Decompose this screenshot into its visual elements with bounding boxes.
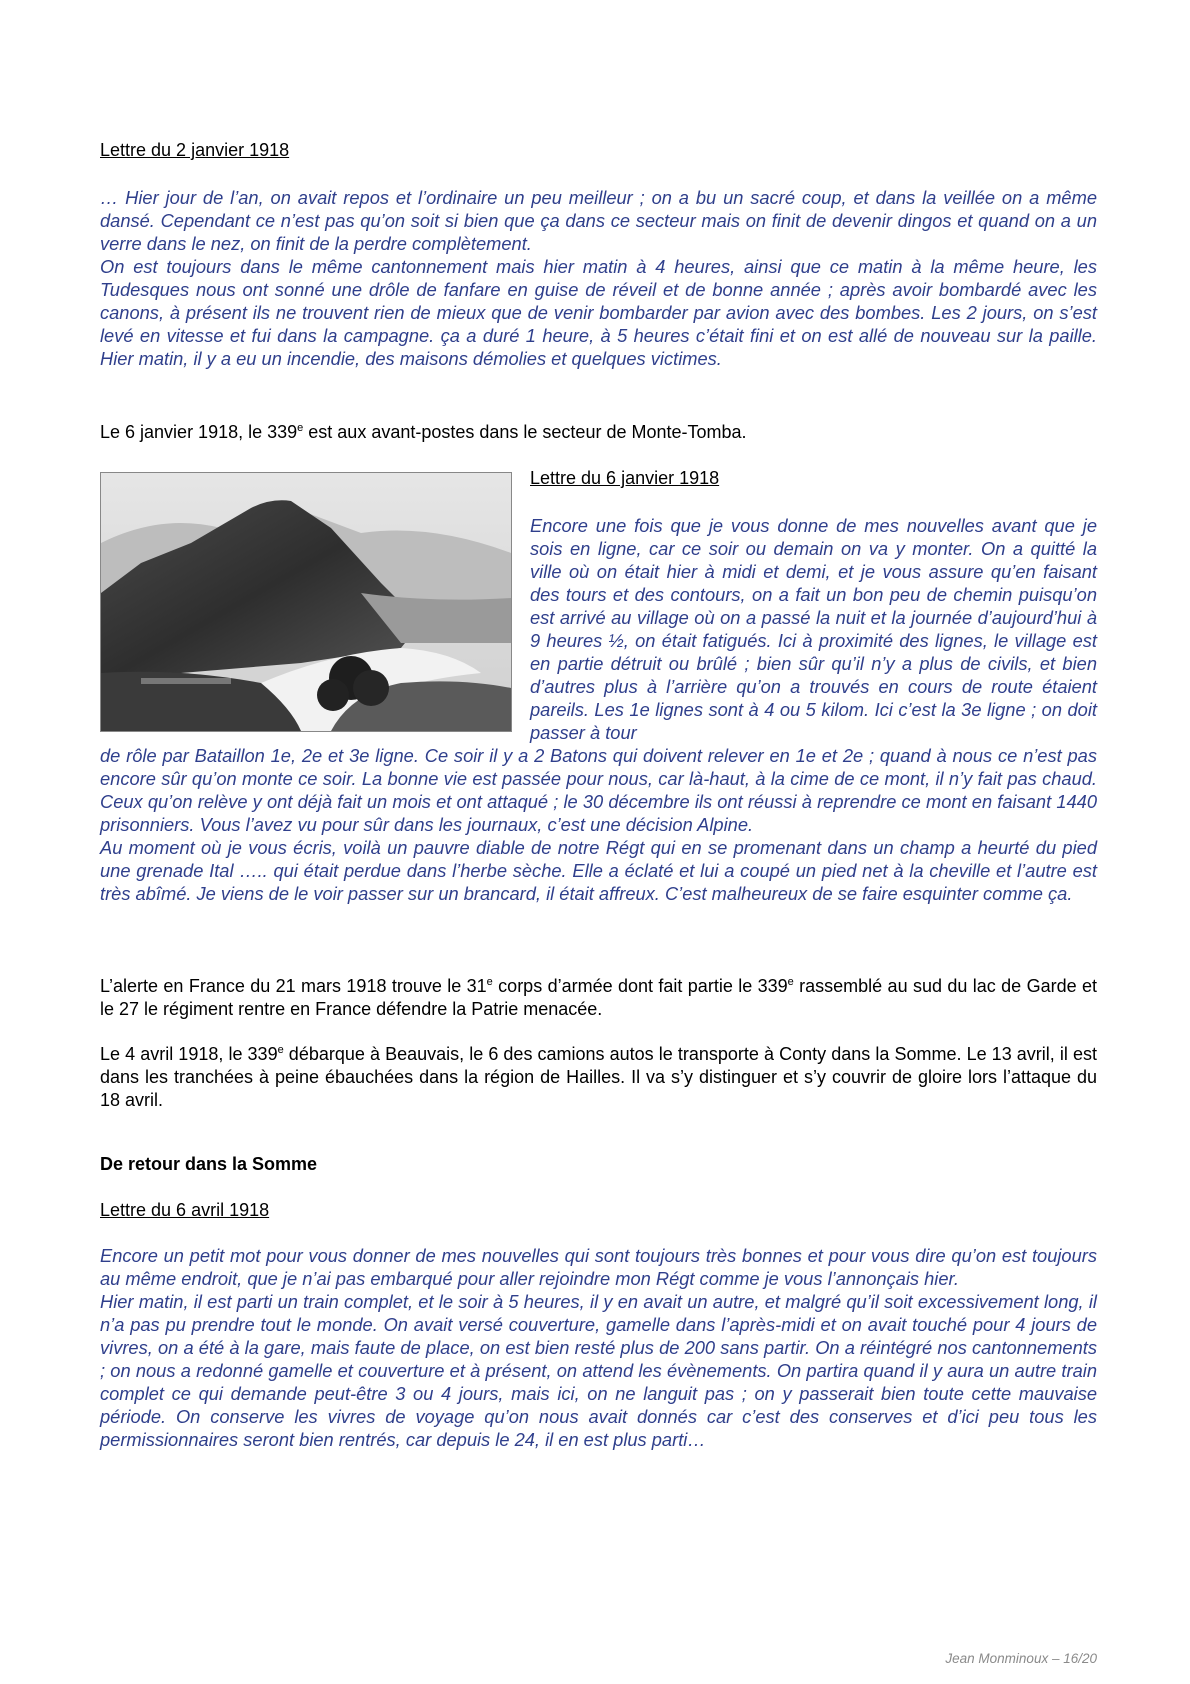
page-footer: Jean Monminoux – 16/20 — [945, 1651, 1097, 1666]
section-title: De retour dans la Somme — [100, 1154, 318, 1174]
narration-text: est aux avant-postes dans le secteur de Monte-Tomba. — [303, 422, 747, 442]
letter-paragraph: On est toujours dans le même cantonnement mais hier matin à 4 heures, ainsi que ce matin à la même heure, les Tudesques nous ont sonné une drôle de fanfare en guise de réveil et de bonne année ; après avoir bombardé avec les canons, à présent ils ne trouvent rien de mieux que de venir bombarder par avion avec des bombes. Les 2 jours, on s’est levé en vitesse et fui dans la campagne. ça a duré 1 heure, à 5 heures c’était fini et on est allé de nouveau sur la paille. Hier matin, il y a eu un incendie, des maisons démolies et quelques victimes. — [100, 256, 1097, 369]
letter-paragraph: Hier matin, il est parti un train complet, et le soir à 5 heures, il y en avait un autre, et malgré qu’il soit excessivement long, il n’a pas pu prendre tout le monde. On avait versé couverture, gamelle dans l’après-midi et on avait touché pour 4 jours de vivres, on a été à la gare, mais faute de place, on est bien resté plus de 200 sans partir. On a réintégré nos cantonnements ; on nous a redonné gamelle et couverture et à présent, on attend les évènements. On partira quand il y aura un autre train complet ce qui demande peut-être 3 ou 4 jours, mais ici, on ne languit pas ; on y passerait bien toute cette mauvaise période. On conserve les vivres de voyage qu’on nous avait donnés car c’est des conserves et d’ici peu tous les permissionnaires seront bien rentrés, car depuis le 24, il en est plus parti… — [100, 1291, 1097, 1450]
superscript: e — [297, 422, 304, 434]
letter-heading-6-avril: Lettre du 6 avril 1918 — [100, 1200, 270, 1220]
narration-text: corps d’armée dont fait partie le 339 — [492, 976, 788, 996]
narration-text: débarque à Beauvais, le 6 des camions autos le transporte à Conty dans la Somme. Le 13 avril, il est dans les tranchées à peine ébauchées dans la région de Hailles. Il va s’y distinguer et s’y couvrir de gloire lors l’attaque du 18 avril. — [100, 1044, 1097, 1110]
letter-paragraph: de rôle par Bataillon 1e, 2e et 3e ligne. Ce soir il y a 2 Batons qui doivent relever en 1e et 2e ; quand à nous ce n’est pas encore sûr qu’on monte ce soir. La bonne vie est passée pour nous, car là-haut, à la cime de ce mont, il n’y fait pas chaud. Ceux qu’on relève y ont déjà fait un mois et ont attaqué ; le 30 décembre ils ont réussi à reprendre ce mont en faisant 1440 prisonniers. Vous l’avez vu pour sûr dans les journaux, c’est une décision Alpine. — [100, 745, 1097, 835]
narration-text: L’alerte en France du 21 mars 1918 trouve le 31 — [100, 976, 487, 996]
narration-text: Le 6 janvier 1918, le 339 — [100, 422, 298, 442]
letter-paragraph: … Hier jour de l’an, on avait repos et l’ordinaire un peu meilleur ; on a bu un sacré coup, et dans la veillée on a même dansé. Cependant ce n’est pas qu’on soit si bien que ça dans ce secteur mais on finit de devenir dingos et quand on a un verre dans le nez, on finit de la perdre complètement. — [100, 187, 1097, 254]
narration-monte-tomba — [100, 421, 1097, 444]
letter-heading-2-janvier: Lettre du 2 janvier 1918 — [100, 140, 290, 160]
letter-paragraph: Encore un petit mot pour vous donner de mes nouvelles qui sont toujours très bonnes et pour vous dire qu’on est toujours au même endroit, que je n’ai pas embarqué pour aller rejoindre mon Régt comme je vous l’annonçais hier. — [100, 1245, 1097, 1289]
superscript: e — [787, 976, 794, 988]
letter-body-6-janvier — [100, 744, 1097, 905]
letter-paragraph: Encore une fois que je vous donne de mes nouvelles avant que je sois en ligne, car ce soir ou demain on va y monter. On a quitté la ville où on était hier à midi et demi, et je vous assure qu’en faisant des tours et des contours, on a fait un bon peu de chemin puisqu’on est arrivé au village où on a passé la nuit et la journée d’aujourd’hui à 9 heures ½, on était fatigués. Ici à proximité des lignes, le village est en partie détruit ou brûlé ; bien sûr qu’il n’y a plus de civils, et bien d’autres plus à l’arrière qu’on a trouvés en cours de route étaient pareils. Les 1e lignes sont à 4 ou 5 kilom. Ici c’est la 3e ligne ; on doit passer à tour — [530, 515, 1097, 743]
narration-text: Le 4 avril 1918, le 339 — [100, 1044, 278, 1064]
narration-beauvais — [100, 1043, 1097, 1112]
letter-paragraph: Au moment où je vous écris, voilà un pauvre diable de notre Régt qui en se promenant dans un champ a heurté du pied une grenade Ital ….. qui était perdue dans l’herbe sèche. Elle a éclaté et lui a coupé un pied net à la cheville et l’autre est très abîmé. Je viens de le voir passer sur un brancard, il était affreux. C’est malheureux de se faire esquinter comme ça. — [100, 837, 1097, 904]
superscript: e — [486, 976, 493, 988]
narration-alerte-mars — [100, 975, 1097, 1021]
letter-body-2-janvier — [100, 186, 1097, 370]
narration-text: rassemblé au sud du lac de Garde et le 27 le régiment rentre en France défendre la Patrie menacée. — [100, 976, 1097, 1019]
monte-tomba-photo — [100, 472, 512, 732]
letter-body-6-janvier-wrap — [530, 514, 1097, 744]
superscript: e — [277, 1044, 284, 1056]
letter-heading-6-janvier: Lettre du 6 janvier 1918 — [530, 468, 720, 488]
letter-body-6-avril — [100, 1244, 1097, 1451]
